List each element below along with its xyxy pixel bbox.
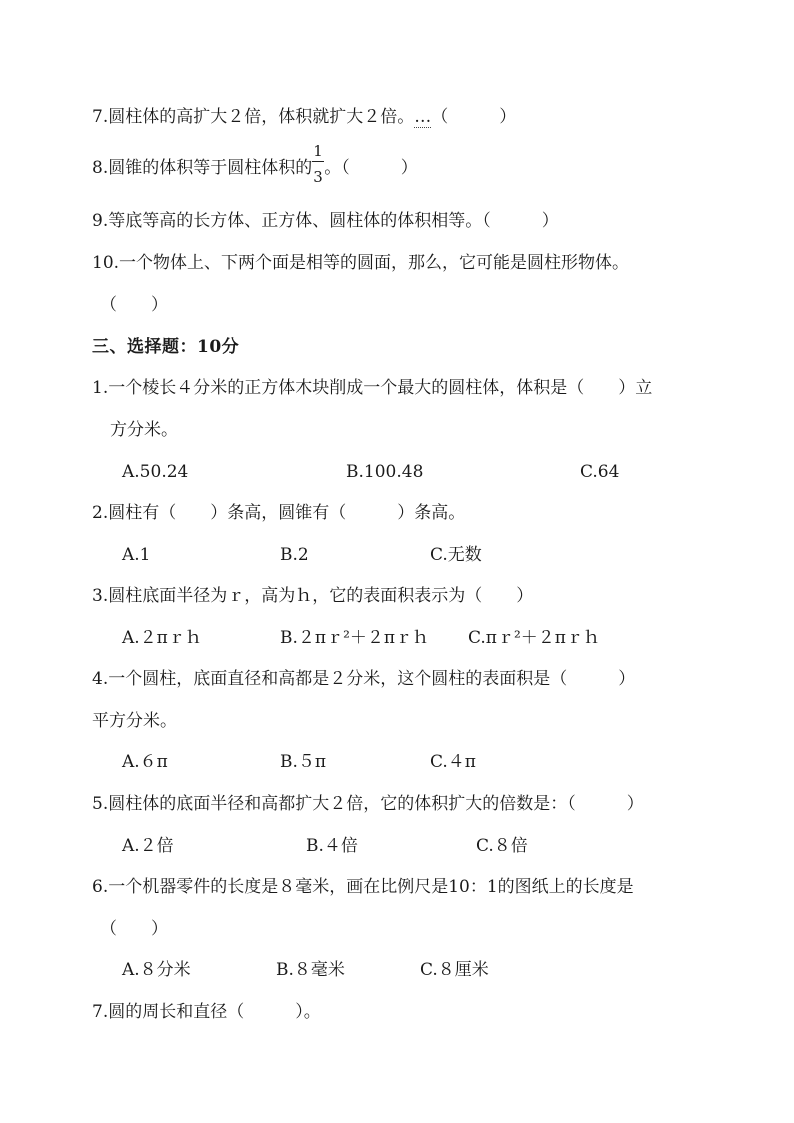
choice-q1-option-b: B.100.48 — [346, 462, 424, 482]
section-3-title: 三、选择题：10分 — [92, 337, 240, 357]
choice-q1-line2: 方分米。 — [110, 420, 178, 440]
choice-q6-line1: 6.一个机器零件的长度是８毫米，画在比例尺是10：1的图纸上的长度是 — [92, 877, 634, 897]
choice-q7: 7.圆的周长和直径（ ）。 — [92, 1002, 321, 1022]
judge-q9: 9.等底等高的长方体、正方体、圆柱体的体积相等。（ ） — [92, 211, 559, 231]
choice-q5-option-a: A.２倍 — [122, 836, 174, 856]
judge-q8-before: 8.圆锥的体积等于圆柱体积的 — [92, 158, 313, 178]
choice-q3-option-a: A.２πｒｈ — [122, 628, 202, 648]
choice-q1-option-a: A.50.24 — [122, 462, 189, 482]
choice-q6-option-b: B.８毫米 — [276, 960, 345, 980]
judge-q10-line2: （ ） — [100, 295, 168, 315]
choice-q6-option-a: A.８分米 — [122, 960, 191, 980]
choice-q6-option-c: C.８厘米 — [420, 960, 489, 980]
choice-q5-option-c: C.８倍 — [476, 836, 528, 856]
choice-q3-option-c: C.πｒ²＋２πｒｈ — [468, 628, 600, 648]
judge-q8 — [92, 141, 418, 186]
judge-q7 — [92, 107, 516, 127]
judge-q7-dots: … — [414, 107, 432, 127]
choice-q4-option-c: C.４π — [430, 752, 476, 772]
fraction-numerator: 1 — [313, 141, 323, 160]
judge-q7-text: 7.圆柱体的高扩大２倍，体积就扩大２倍。 — [92, 107, 415, 127]
choice-q2: 2.圆柱有（ ）条高，圆锥有（ ）条高。 — [92, 503, 466, 523]
choice-q2-option-b: B.2 — [280, 545, 309, 565]
choice-q1-option-c: C.64 — [580, 462, 620, 482]
judge-q7-paren: （ ） — [431, 107, 517, 127]
choice-q3-option-b: B.２πｒ²＋２πｒｈ — [280, 628, 430, 648]
choice-q4-line2: 平方分米。 — [92, 711, 177, 731]
choice-q4-line1: 4.一个圆柱，底面直径和高都是２分米，这个圆柱的表面积是（ ） — [92, 669, 636, 689]
choice-q2-option-c: C.无数 — [430, 545, 482, 565]
fraction-bar — [312, 161, 324, 162]
choice-q4-option-b: B.５π — [280, 752, 327, 772]
choice-q5: 5.圆柱体的底面半径和高都扩大２倍，它的体积扩大的倍数是：（ ） — [92, 794, 644, 814]
judge-q8-after: 。（ ） — [324, 158, 418, 178]
choice-q4-option-a: A.６π — [122, 752, 168, 772]
choice-q3: 3.圆柱底面半径为ｒ，高为ｈ，它的表面积表示为（ ） — [92, 586, 534, 606]
choice-q2-option-a: A.1 — [122, 545, 151, 565]
choice-q5-option-b: B.４倍 — [306, 836, 358, 856]
fraction-one-third — [312, 141, 324, 186]
fraction-denominator: 3 — [313, 167, 323, 186]
choice-q6-line2: （ ） — [100, 919, 168, 939]
judge-q10-line1: 10.一个物体上、下两个面是相等的圆面，那么，它可能是圆柱形物体。 — [92, 253, 630, 273]
choice-q1-line1: 1.一个棱长４分米的正方体木块削成一个最大的圆柱体，体积是（ ）立 — [92, 378, 653, 398]
